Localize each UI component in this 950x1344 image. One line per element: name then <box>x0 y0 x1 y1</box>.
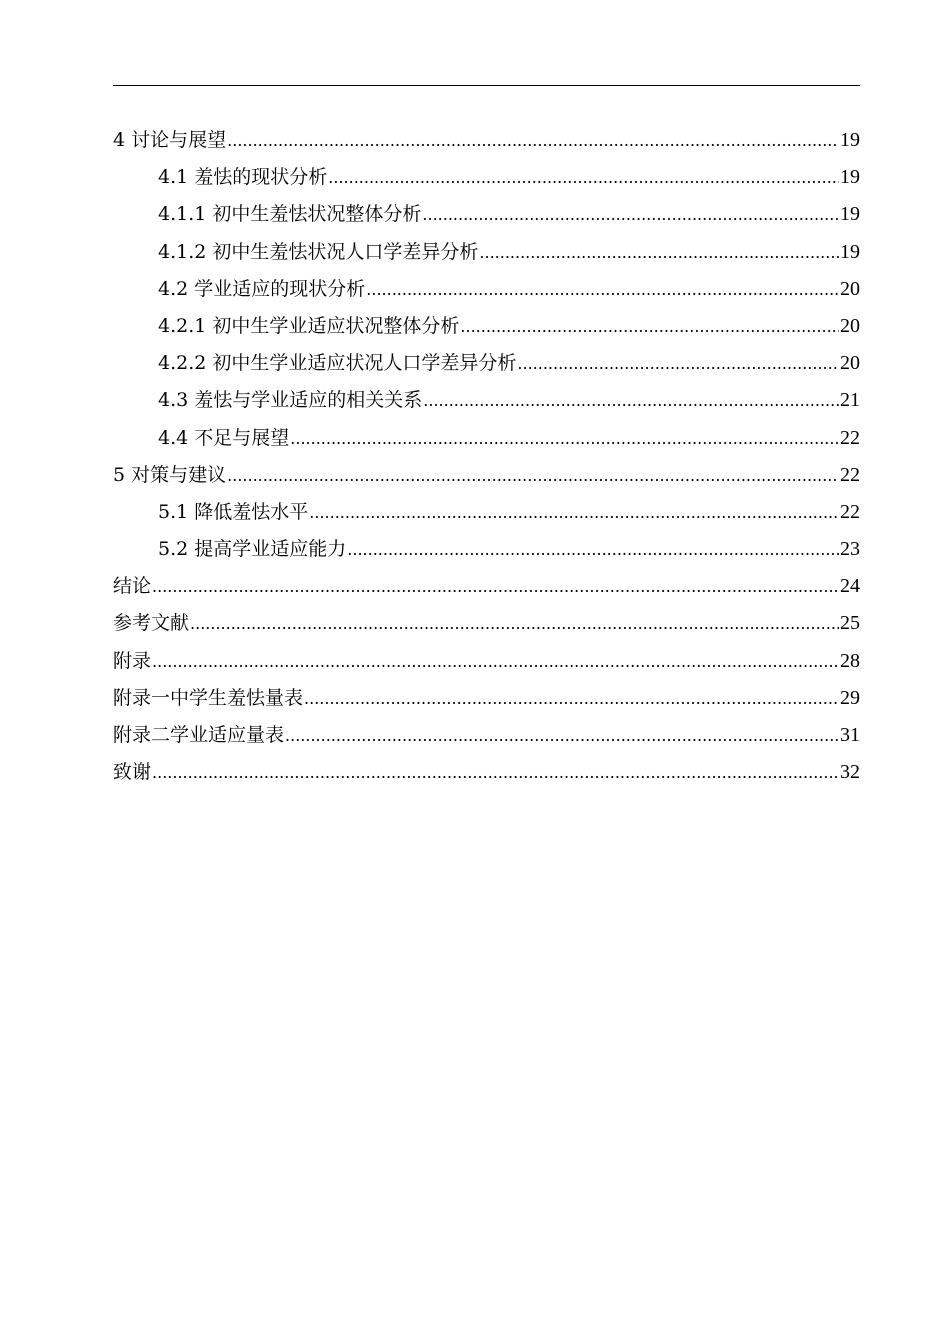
toc-entry-title: 4.1.1 初中生羞怯状况整体分析 <box>158 203 422 226</box>
toc-dot-leader <box>366 271 839 308</box>
toc-entry-title: 4.2 学业适应的现状分析 <box>158 277 366 300</box>
toc-page-number: 19 <box>840 166 860 189</box>
toc-page-number: 22 <box>840 500 860 523</box>
toc-entry-4-3[interactable] <box>113 382 860 419</box>
toc-page-number: 28 <box>840 649 860 672</box>
toc-dot-leader <box>423 382 839 419</box>
toc-page-number: 20 <box>840 352 860 375</box>
toc-dot-leader <box>422 196 839 233</box>
header-rule <box>113 85 860 86</box>
toc-dot-leader <box>460 308 839 345</box>
toc-dot-leader <box>517 345 839 382</box>
toc-dot-leader <box>285 717 839 754</box>
toc-dot-leader <box>309 494 839 531</box>
toc-dot-leader <box>152 643 839 680</box>
toc-page-number: 19 <box>840 203 860 226</box>
toc-entry-conclusion[interactable] <box>113 568 860 605</box>
toc-entry-references[interactable] <box>113 605 860 642</box>
toc-entry-title: 4.1.2 初中生羞怯状况人口学差异分析 <box>158 240 479 263</box>
toc-entry-title: 4.3 羞怯与学业适应的相关关系 <box>158 389 423 412</box>
toc-page-number: 20 <box>840 277 860 300</box>
toc-entry-title: 4.1 羞怯的现状分析 <box>158 166 328 189</box>
toc-entry-title: 5.1 降低羞怯水平 <box>158 500 309 523</box>
toc-entry-4-2-2[interactable] <box>113 345 860 382</box>
toc-dot-leader <box>152 568 839 605</box>
toc-entry-4-1[interactable] <box>113 159 860 196</box>
toc-dot-leader <box>152 754 839 791</box>
toc-entry-title: 结论 <box>113 575 152 598</box>
toc-entry-appendix-1[interactable] <box>113 680 860 717</box>
toc-entry-4-1-2[interactable] <box>113 234 860 271</box>
toc-entry-title: 5 对策与建议 <box>113 463 227 486</box>
toc-entry-4[interactable] <box>113 122 860 159</box>
toc-dot-leader <box>290 420 839 457</box>
toc-dot-leader <box>328 159 839 196</box>
toc-entry-5-2[interactable] <box>113 531 860 568</box>
toc-dot-leader <box>227 122 839 159</box>
toc-entry-appendix[interactable] <box>113 643 860 680</box>
toc-page-number: 24 <box>840 575 860 598</box>
toc-entry-4-1-1[interactable] <box>113 196 860 233</box>
toc-page-number: 22 <box>840 463 860 486</box>
toc-page-number: 32 <box>840 761 860 784</box>
toc-dot-leader <box>304 680 839 717</box>
toc-entry-title: 4.2.1 初中生学业适应状况整体分析 <box>158 314 460 337</box>
toc-page-number: 29 <box>840 686 860 709</box>
toc-page-number: 25 <box>840 612 860 635</box>
toc-entry-title: 4.2.2 初中生学业适应状况人口学差异分析 <box>158 352 517 375</box>
toc-entry-4-4[interactable] <box>113 420 860 457</box>
toc-page-number: 31 <box>840 724 860 746</box>
toc-entry-appendix-2[interactable] <box>113 717 860 754</box>
toc-entry-title: 4.4 不足与展望 <box>158 426 290 449</box>
toc-page-number: 21 <box>840 389 860 412</box>
toc-entry-title: 参考文献 <box>113 612 190 635</box>
toc-entry-4-2-1[interactable] <box>113 308 860 345</box>
table-of-contents <box>113 122 860 791</box>
toc-entry-4-2[interactable] <box>113 271 860 308</box>
toc-page-number: 19 <box>840 129 860 151</box>
toc-entry-title: 4 讨论与展望 <box>113 129 227 151</box>
toc-page-number: 22 <box>840 426 860 449</box>
toc-dot-leader <box>190 605 839 642</box>
toc-entry-title: 附录二学业适应量表 <box>113 724 285 746</box>
toc-entry-5[interactable] <box>113 457 860 494</box>
toc-entry-title: 5.2 提高学业适应能力 <box>158 538 347 561</box>
toc-dot-leader <box>479 234 839 271</box>
toc-entry-title: 致谢 <box>113 761 152 784</box>
toc-dot-leader <box>227 457 839 494</box>
toc-entry-5-1[interactable] <box>113 494 860 531</box>
toc-dot-leader <box>347 531 839 568</box>
toc-entry-acknowledgements[interactable] <box>113 754 860 791</box>
toc-entry-title: 附录 <box>113 649 152 672</box>
toc-page-number: 19 <box>840 240 860 263</box>
toc-page-number: 20 <box>840 314 860 337</box>
toc-page-number: 23 <box>840 538 860 561</box>
toc-entry-title: 附录一中学生羞怯量表 <box>113 686 304 709</box>
